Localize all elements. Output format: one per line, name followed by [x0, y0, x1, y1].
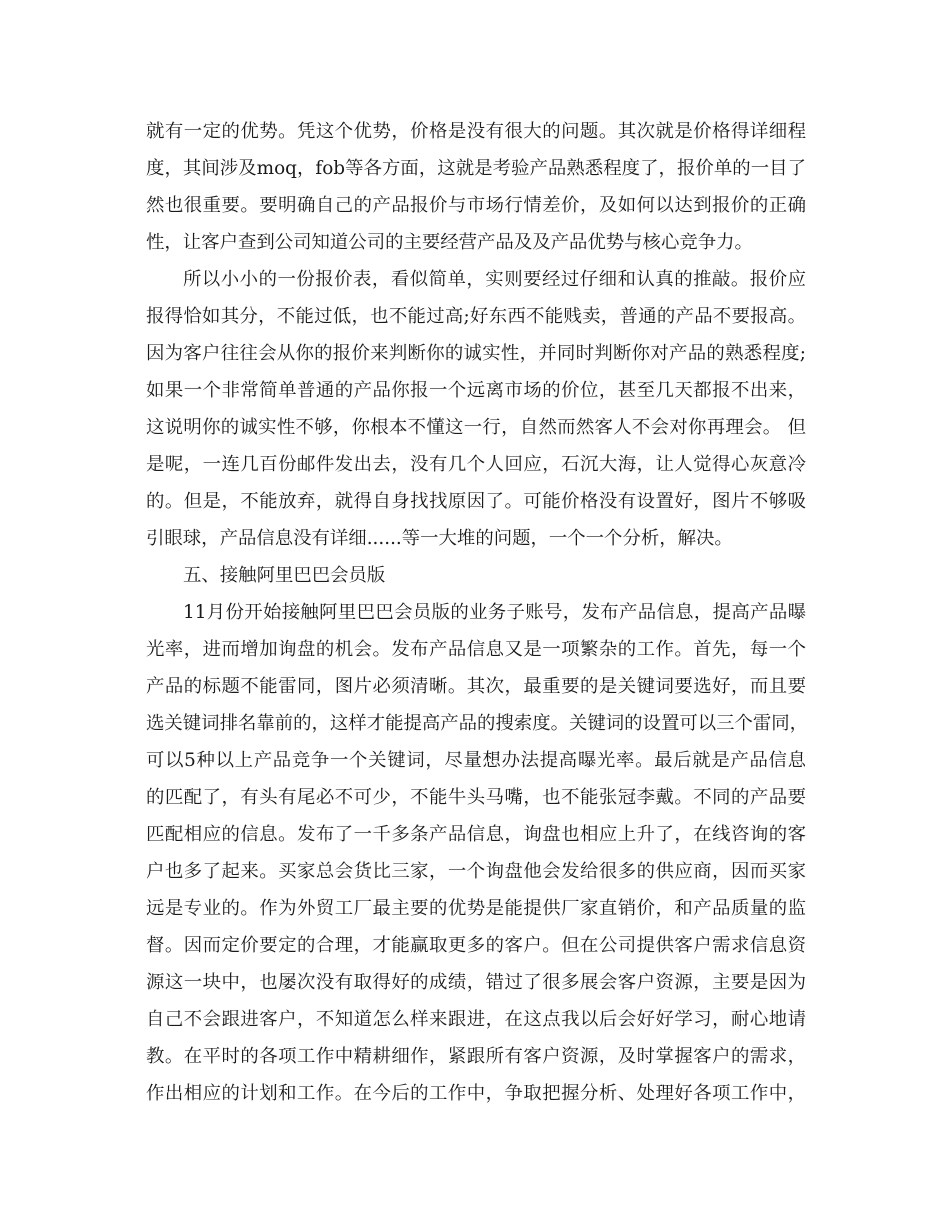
text-line: 是呢，一连几百份邮件发出去，没有几个人回应，石沉大海，让人觉得心灰意冷 [146, 454, 806, 475]
text-line: 选关键词排名靠前的，这样才能提高产品的搜索度。关键词的设置可以三个雷同， [146, 713, 809, 734]
text-line: 督。因而定价要定的合理，才能赢取更多的客户。但在公司提供客户需求信息资 [146, 935, 806, 956]
text-line: 度，其间涉及moq，fob等各方面，这就是考验产品熟悉程度了，报价单的一目了 [146, 158, 806, 179]
text-line: 引眼球，产品信息没有详细......等一大堆的问题，一个一个分析，解决。 [146, 528, 733, 549]
text-line: 远是专业的。作为外贸工厂最主要的优势是能提供厂家直销价，和产品质量的监 [146, 898, 806, 919]
text-line: 性，让客户查到公司知道公司的主要经营产品及及产品优势与核心竞争力。 [146, 232, 753, 253]
text-line: 因为客户往往会从你的报价来判断你的诚实性，并同时判断你对产品的熟悉程度; [146, 343, 806, 364]
paragraph-first-line: 所以小小的一份报价表，看似简单，实则要经过仔细和认真的推敲。报价应 [183, 269, 806, 290]
text-line: 这说明你的诚实性不够，你根本不懂这一行，自然而然客人不会对你再理会。 但 [146, 417, 806, 438]
text-line: 就有一定的优势。凭这个优势，价格是没有很大的问题。其次就是价格得详细程 [146, 121, 806, 142]
text-line: 光率，进而增加询盘的机会。发布产品信息又是一项繁杂的工作。首先，每一个 [146, 639, 806, 660]
text-line: 的。但是，不能放弃，就得自身找找原因了。可能价格没有设置好，图片不够吸 [146, 491, 806, 512]
text-line: 教。在平时的各项工作中精耕细作，紧跟所有客户资源，及时掌握客户的需求， [146, 1046, 806, 1067]
text-line: 如果一个非常简单普通的产品你报一个远离市场的价位，甚至几天都报不出来， [146, 380, 806, 401]
text-line: 源这一块中，也屡次没有取得好的成绩，错过了很多展会客户资源，主要是因为 [146, 972, 806, 993]
paragraph-first-line: 11月份开始接触阿里巴巴会员版的业务子账号，发布产品信息，提高产品曝 [183, 602, 806, 623]
section-heading: 五、接触阿里巴巴会员版 [183, 565, 386, 586]
text-line: 可以5种以上产品竞争一个关键词，尽量想办法提高曝光率。最后就是产品信息 [146, 750, 806, 771]
text-line: 报得恰如其分，不能过低，也不能过高;好东西不能贱卖，普通的产品不要报高。 [146, 306, 806, 327]
text-line: 然也很重要。要明确自己的产品报价与市场行情差价，及如何以达到报价的正确 [146, 195, 806, 216]
text-line: 匹配相应的信息。发布了一千多条产品信息，询盘也相应上升了，在线咨询的客 [146, 824, 806, 845]
text-line: 作出相应的计划和工作。在今后的工作中，争取把握分析、处理好各项工作中， [146, 1083, 806, 1104]
text-line: 户也多了起来。买家总会货比三家，一个询盘他会发给很多的供应商，因而买家 [146, 861, 806, 882]
text-line: 产品的标题不能雷同，图片必须清晰。其次，最重要的是关键词要选好，而且要 [146, 676, 806, 697]
text-line: 的匹配了，有头有尾必不可少，不能牛头马嘴，也不能张冠李戴。不同的产品要 [146, 787, 806, 808]
text-line: 自己不会跟进客户，不知道怎么样来跟进，在这点我以后会好好学习，耐心地请 [146, 1009, 806, 1030]
